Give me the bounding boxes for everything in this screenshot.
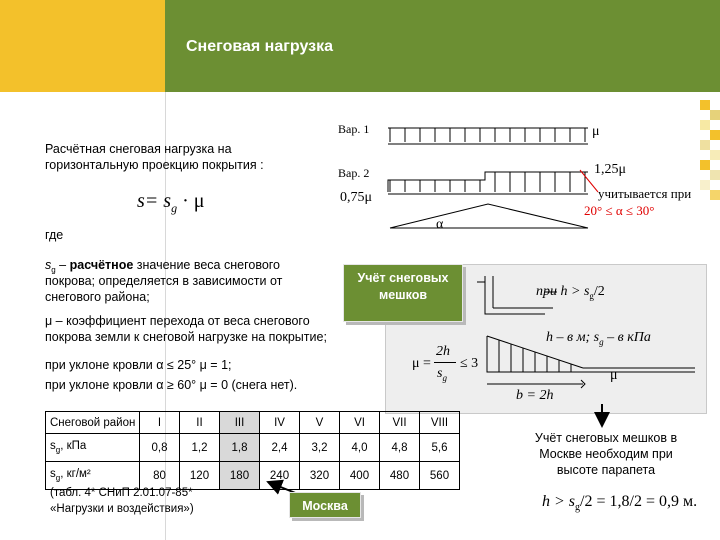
table-cell: 5,6 — [420, 434, 460, 462]
final-sub: g — [575, 502, 581, 514]
table-cell: 320 — [300, 462, 340, 490]
le-3: ≤ 3 — [460, 356, 479, 371]
intro-line-2: горизонтальную проекцию покрытия : — [45, 158, 264, 172]
mu-075-label: 0,75μ — [340, 190, 373, 205]
table-header-cell: II — [180, 412, 220, 434]
source-line-2: «Нагрузки и воздействия») — [50, 503, 194, 515]
sg-sub: g — [51, 265, 56, 275]
formula-sg: = s — [144, 190, 172, 212]
table-header-cell: Снеговой район — [46, 412, 140, 434]
formula-mu: · μ — [177, 190, 205, 212]
mu-eq: μ = — [412, 356, 431, 371]
table-cell: 4,0 — [340, 434, 380, 462]
table-header-cell: V — [300, 412, 340, 434]
sg-symbol: s — [45, 258, 52, 272]
snow-bags-button[interactable]: Учёт снеговых мешков — [343, 264, 463, 322]
final-formula — [542, 494, 697, 515]
source-line-1: (табл. 4* СНиП 2.01.07-85* — [50, 487, 193, 499]
moscow-note-line-2: Москве необходим при — [539, 447, 673, 461]
moscow-note-line-1: Учёт снеговых мешков в — [534, 431, 678, 445]
cond-sub: g — [589, 290, 594, 301]
mu-numerator: 2h — [436, 344, 450, 359]
sg-dash: – — [55, 258, 70, 272]
moscow-note — [520, 430, 692, 478]
snowbag-mu: μ — [610, 368, 618, 383]
units-b: – в кПа — [603, 330, 651, 345]
table-cell: 2,4 — [260, 434, 300, 462]
table-header-row — [46, 412, 460, 434]
moscow-note-line-3: высоте парапета — [556, 463, 656, 477]
sg-definition-line-3: снегового района; — [45, 290, 150, 304]
table-cell: 1,8 — [220, 434, 260, 462]
intro-line-1: Расчётная снеговая нагрузка на — [45, 142, 232, 156]
units-a: h – в м; s — [546, 330, 600, 345]
table-cell: 400 — [340, 462, 380, 490]
table-header-cell: IV — [260, 412, 300, 434]
note-line-2: 20° ≤ α ≤ 30° — [584, 203, 655, 218]
table-header-cell: VII — [380, 412, 420, 434]
den-s: s — [437, 366, 443, 381]
cond-a: при h > s — [536, 284, 590, 299]
table-header-cell: VI — [340, 412, 380, 434]
sg-definition-line-2: покрова; определяется в зависимости от — [45, 274, 283, 288]
table-header-cell: VIII — [420, 412, 460, 434]
row-label-kgm2: $s_g$, кг/м² — [46, 462, 140, 490]
table-cell: 1,2 — [180, 434, 220, 462]
table-cell: 3,2 — [300, 434, 340, 462]
cond-b: /2 — [593, 284, 605, 299]
note-line-1: учитывается при — [598, 186, 692, 201]
units-sub: g — [599, 336, 604, 347]
table-cell: 4,8 — [380, 434, 420, 462]
sg-bold-word: расчётное — [69, 258, 134, 272]
table-cell: 180 — [220, 462, 260, 490]
mu-definition-line-1: μ – коэффициент перехода от веса снегового — [45, 314, 310, 328]
table-row — [46, 434, 460, 462]
snow-region-table — [45, 411, 460, 490]
final-a: h > s — [542, 493, 576, 510]
final-b: /2 = 1,8/2 = 0,9 м. — [580, 493, 698, 510]
variant-1-label: Вар. 1 — [338, 122, 370, 136]
b-dimension: b = 2h — [516, 388, 554, 403]
formula-s: s — [137, 190, 145, 212]
table-cell: 240 — [260, 462, 300, 490]
slope-rule-2: при уклоне кровли α ≥ 60° μ = 0 (снега нет). — [45, 378, 298, 392]
row-label-kpa: $s_g$, кПа — [46, 434, 140, 462]
mu-125-label: 1,25μ — [594, 162, 627, 177]
table-cell: 0,8 — [140, 434, 180, 462]
table-cell: 480 — [380, 462, 420, 490]
mu-definition-line-2: покрова земли к снеговой нагрузке на покрытие; — [45, 330, 327, 344]
table-cell: 560 — [420, 462, 460, 490]
table-header-cell: I — [140, 412, 180, 434]
table-cell: 120 — [180, 462, 220, 490]
formula-g: g — [171, 201, 178, 215]
slope-rule-1: при уклоне кровли α ≤ 25° μ = 1; — [45, 358, 232, 372]
page-title: Снеговая нагрузка — [186, 38, 333, 55]
mu-label: μ — [592, 124, 600, 139]
moscow-button[interactable]: Москва — [289, 492, 361, 518]
alpha-label: α — [436, 217, 444, 232]
den-g: g — [442, 372, 447, 383]
variant-2-label: Вар. 2 — [338, 166, 370, 180]
table-cell: 80 — [140, 462, 180, 490]
sg-rest: значение веса снегового — [133, 258, 281, 272]
table-header-cell: III — [220, 412, 260, 434]
where-label: где — [45, 228, 64, 242]
